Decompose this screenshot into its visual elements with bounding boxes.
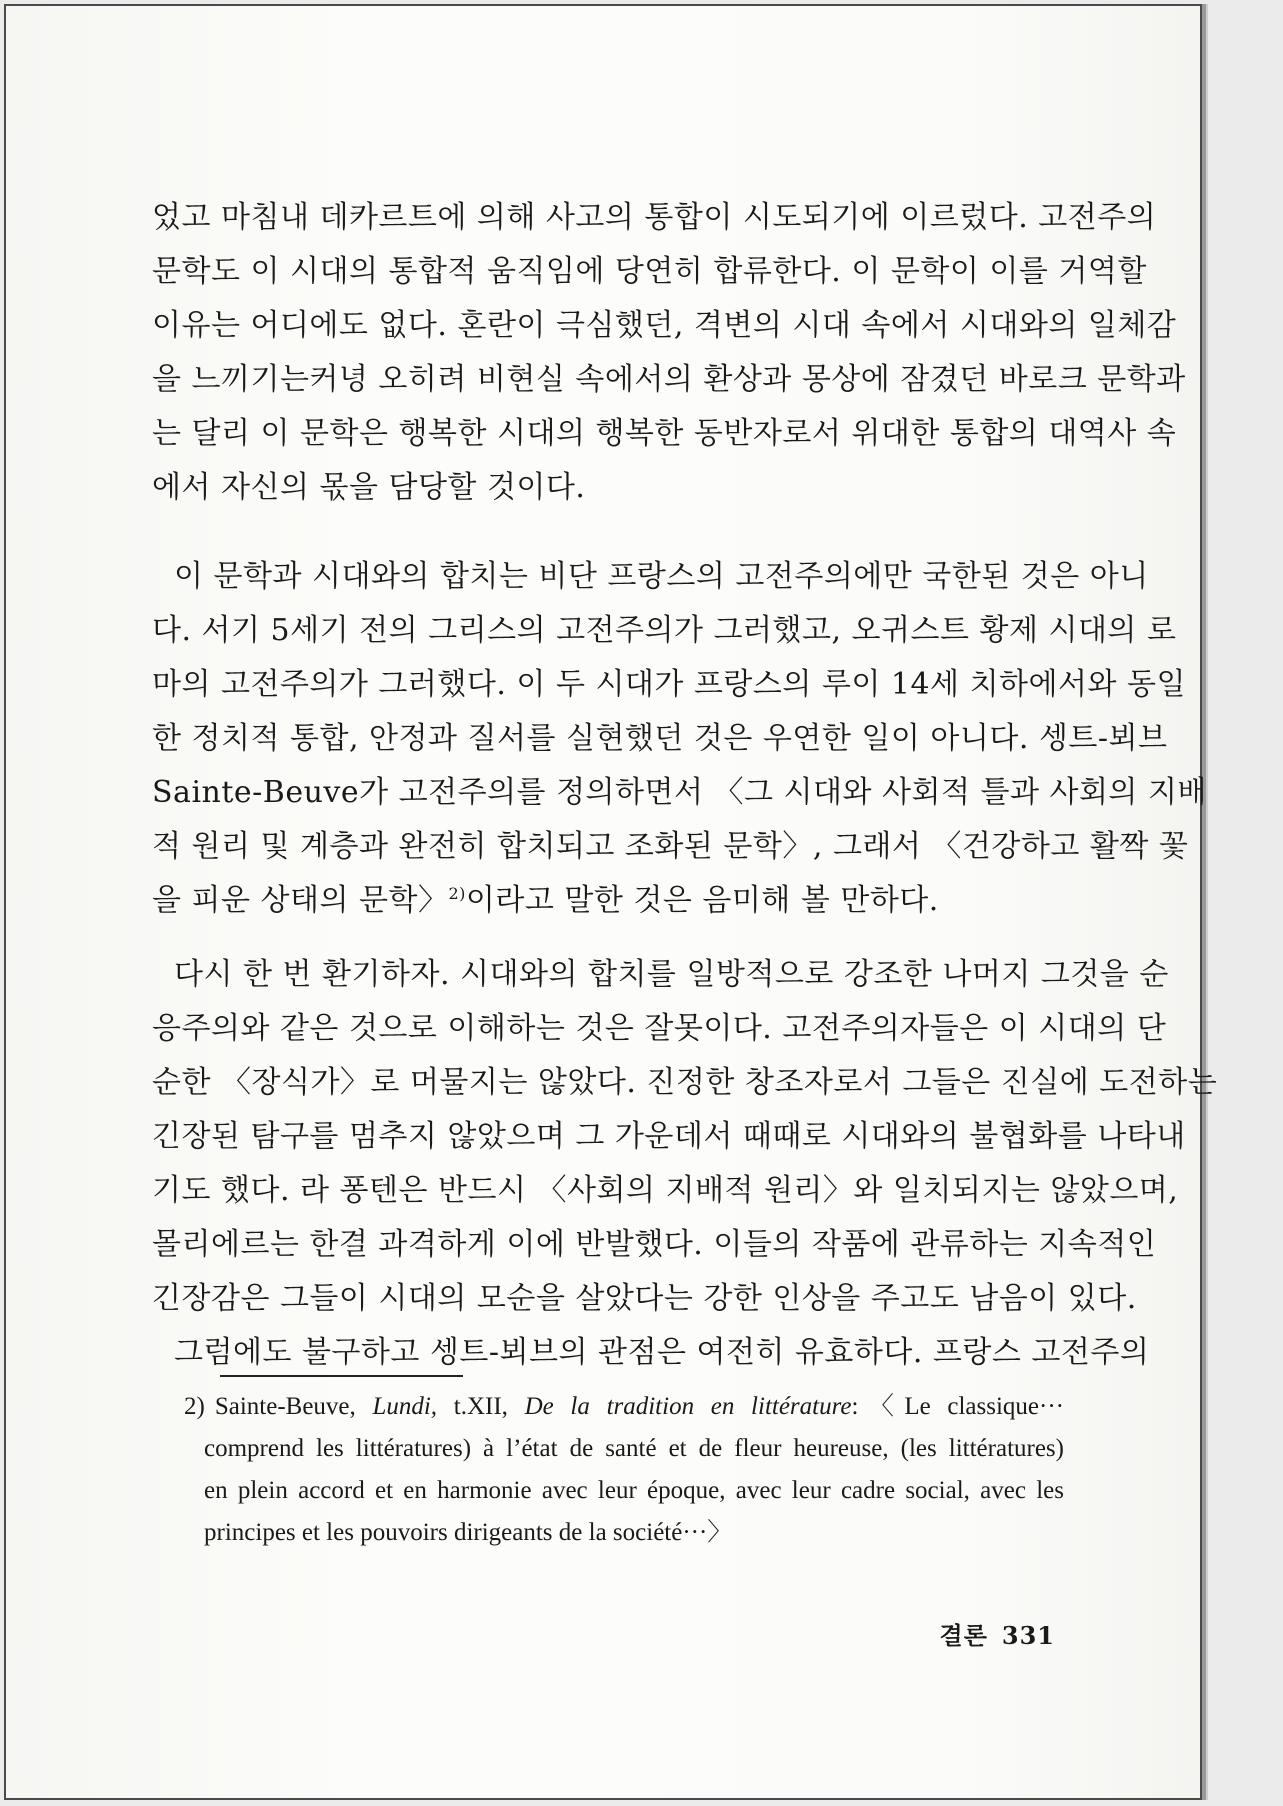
running-footer-section: 결론 — [939, 1621, 988, 1650]
footnote-line: principes et les pouvoirs dirigeants de la société···〉 — [204, 1519, 733, 1546]
text-line — [152, 874, 1054, 928]
text-line: 순한 〈장식가〉로 머물지는 않았다. 진정한 창조자로서 그들은 진실에 도전하는 — [152, 1065, 1218, 1100]
paragraph-1 — [152, 191, 1186, 515]
text-line: 다. 서기 5세기 전의 그리스의 고전주의가 그러했고, 오귀스트 황제 시대의 로 — [152, 613, 1177, 648]
paragraph-2 — [152, 550, 1207, 928]
footnote-author: Sainte-Beuve, — [214, 1393, 356, 1420]
text-line: Sainte-Beuve가 고전주의를 정의하면서 〈그 시대와 사회적 틀과 사회의 지배 — [152, 775, 1207, 810]
text-line: 이 문학과 시대와의 합치는 비단 프랑스의 고전주의에만 국한된 것은 아니 — [174, 559, 1149, 594]
footnote-line: comprend les littératures) à l’état de santé et de fleur heureuse, (les littératures) — [204, 1435, 1064, 1462]
text-line: 적 원리 및 계층과 완전히 합치되고 조화된 문학〉, 그래서 〈건강하고 활짝 꽃 — [152, 829, 1189, 864]
text-line: 한 정치적 통합, 안정과 질서를 실현했던 것은 우연한 일이 아니다. 셍트-뵈브 — [152, 721, 1168, 756]
text-line: 응주의와 같은 것으로 이해하는 것은 잘못이다. 고전주의자들은 이 시대의 단 — [152, 1011, 1167, 1046]
footnote-work: Lundi, — [372, 1393, 438, 1420]
text-line: 긴장감은 그들이 시대의 모순을 살았다는 강한 인상을 주고도 남음이 있다. — [152, 1281, 1137, 1316]
footnote-title: De la tradition en littérature — [524, 1393, 852, 1420]
footnote — [184, 1386, 1064, 1554]
footnote-number: 2) — [184, 1393, 205, 1420]
text-segment: 이라고 말한 것은 음미해 볼 만하다. — [465, 883, 939, 918]
page-number: 331 — [1001, 1621, 1055, 1650]
footnote-reference[interactable]: 2) — [448, 884, 466, 903]
paragraph-3 — [152, 948, 1218, 1380]
page-footer — [940, 1616, 1055, 1651]
footnote-divider — [220, 1375, 463, 1377]
text-line: 이유는 어디에도 없다. 혼란이 극심했던, 격변의 시대 속에서 시대와의 일체감 — [152, 308, 1177, 343]
footnote-line — [184, 1386, 1064, 1428]
text-line: 을 느끼기는커녕 오히려 비현실 속에서의 환상과 몽상에 잠겼던 바로크 문학과 — [152, 362, 1186, 397]
text-line: 문학도 이 시대의 통합적 움직임에 당연히 합류한다. 이 문학이 이를 거역할 — [152, 254, 1147, 289]
text-line: 기도 했다. 라 퐁텐은 반드시 〈사회의 지배적 원리〉와 일치되지는 않았으며, — [152, 1173, 1179, 1208]
text-line: 그럼에도 불구하고 셍트-뵈브의 관점은 여전히 유효하다. 프랑스 고전주의 — [174, 1335, 1150, 1370]
text-line: 에서 자신의 몫을 담당할 것이다. — [152, 470, 586, 505]
text-line: 는 달리 이 문학은 행복한 시대의 행복한 동반자로서 위대한 통합의 대역사 속 — [152, 416, 1177, 451]
text-line: 마의 고전주의가 그러했다. 이 두 시대가 프랑스의 루이 14세 치하에서와 동일 — [152, 667, 1186, 702]
text-line: 다시 한 번 환기하자. 시대와의 합치를 일방적으로 강조한 나머지 그것을 순 — [174, 957, 1169, 992]
text-line: 었고 마침내 데카르트에 의해 사고의 통합이 시도되기에 이르렀다. 고전주의 — [152, 200, 1157, 235]
footnote-volume: t.XII, — [453, 1393, 508, 1420]
footnote-quote-start: :〈Le classique··· — [851, 1393, 1064, 1420]
footnote-line: en plein accord et en harmonie avec leur époque, avec leur cadre social, avec les — [204, 1477, 1064, 1504]
text-line: 긴장된 탐구를 멈추지 않았으며 그 가운데서 때때로 시대와의 불협화를 나타내 — [152, 1119, 1186, 1154]
book-page — [4, 4, 1218, 1800]
text-segment: 을 피운 상태의 문학〉 — [152, 883, 449, 918]
text-line: 몰리에르는 한결 과격하게 이에 반발했다. 이들의 작품에 관류하는 지속적인 — [152, 1227, 1157, 1262]
